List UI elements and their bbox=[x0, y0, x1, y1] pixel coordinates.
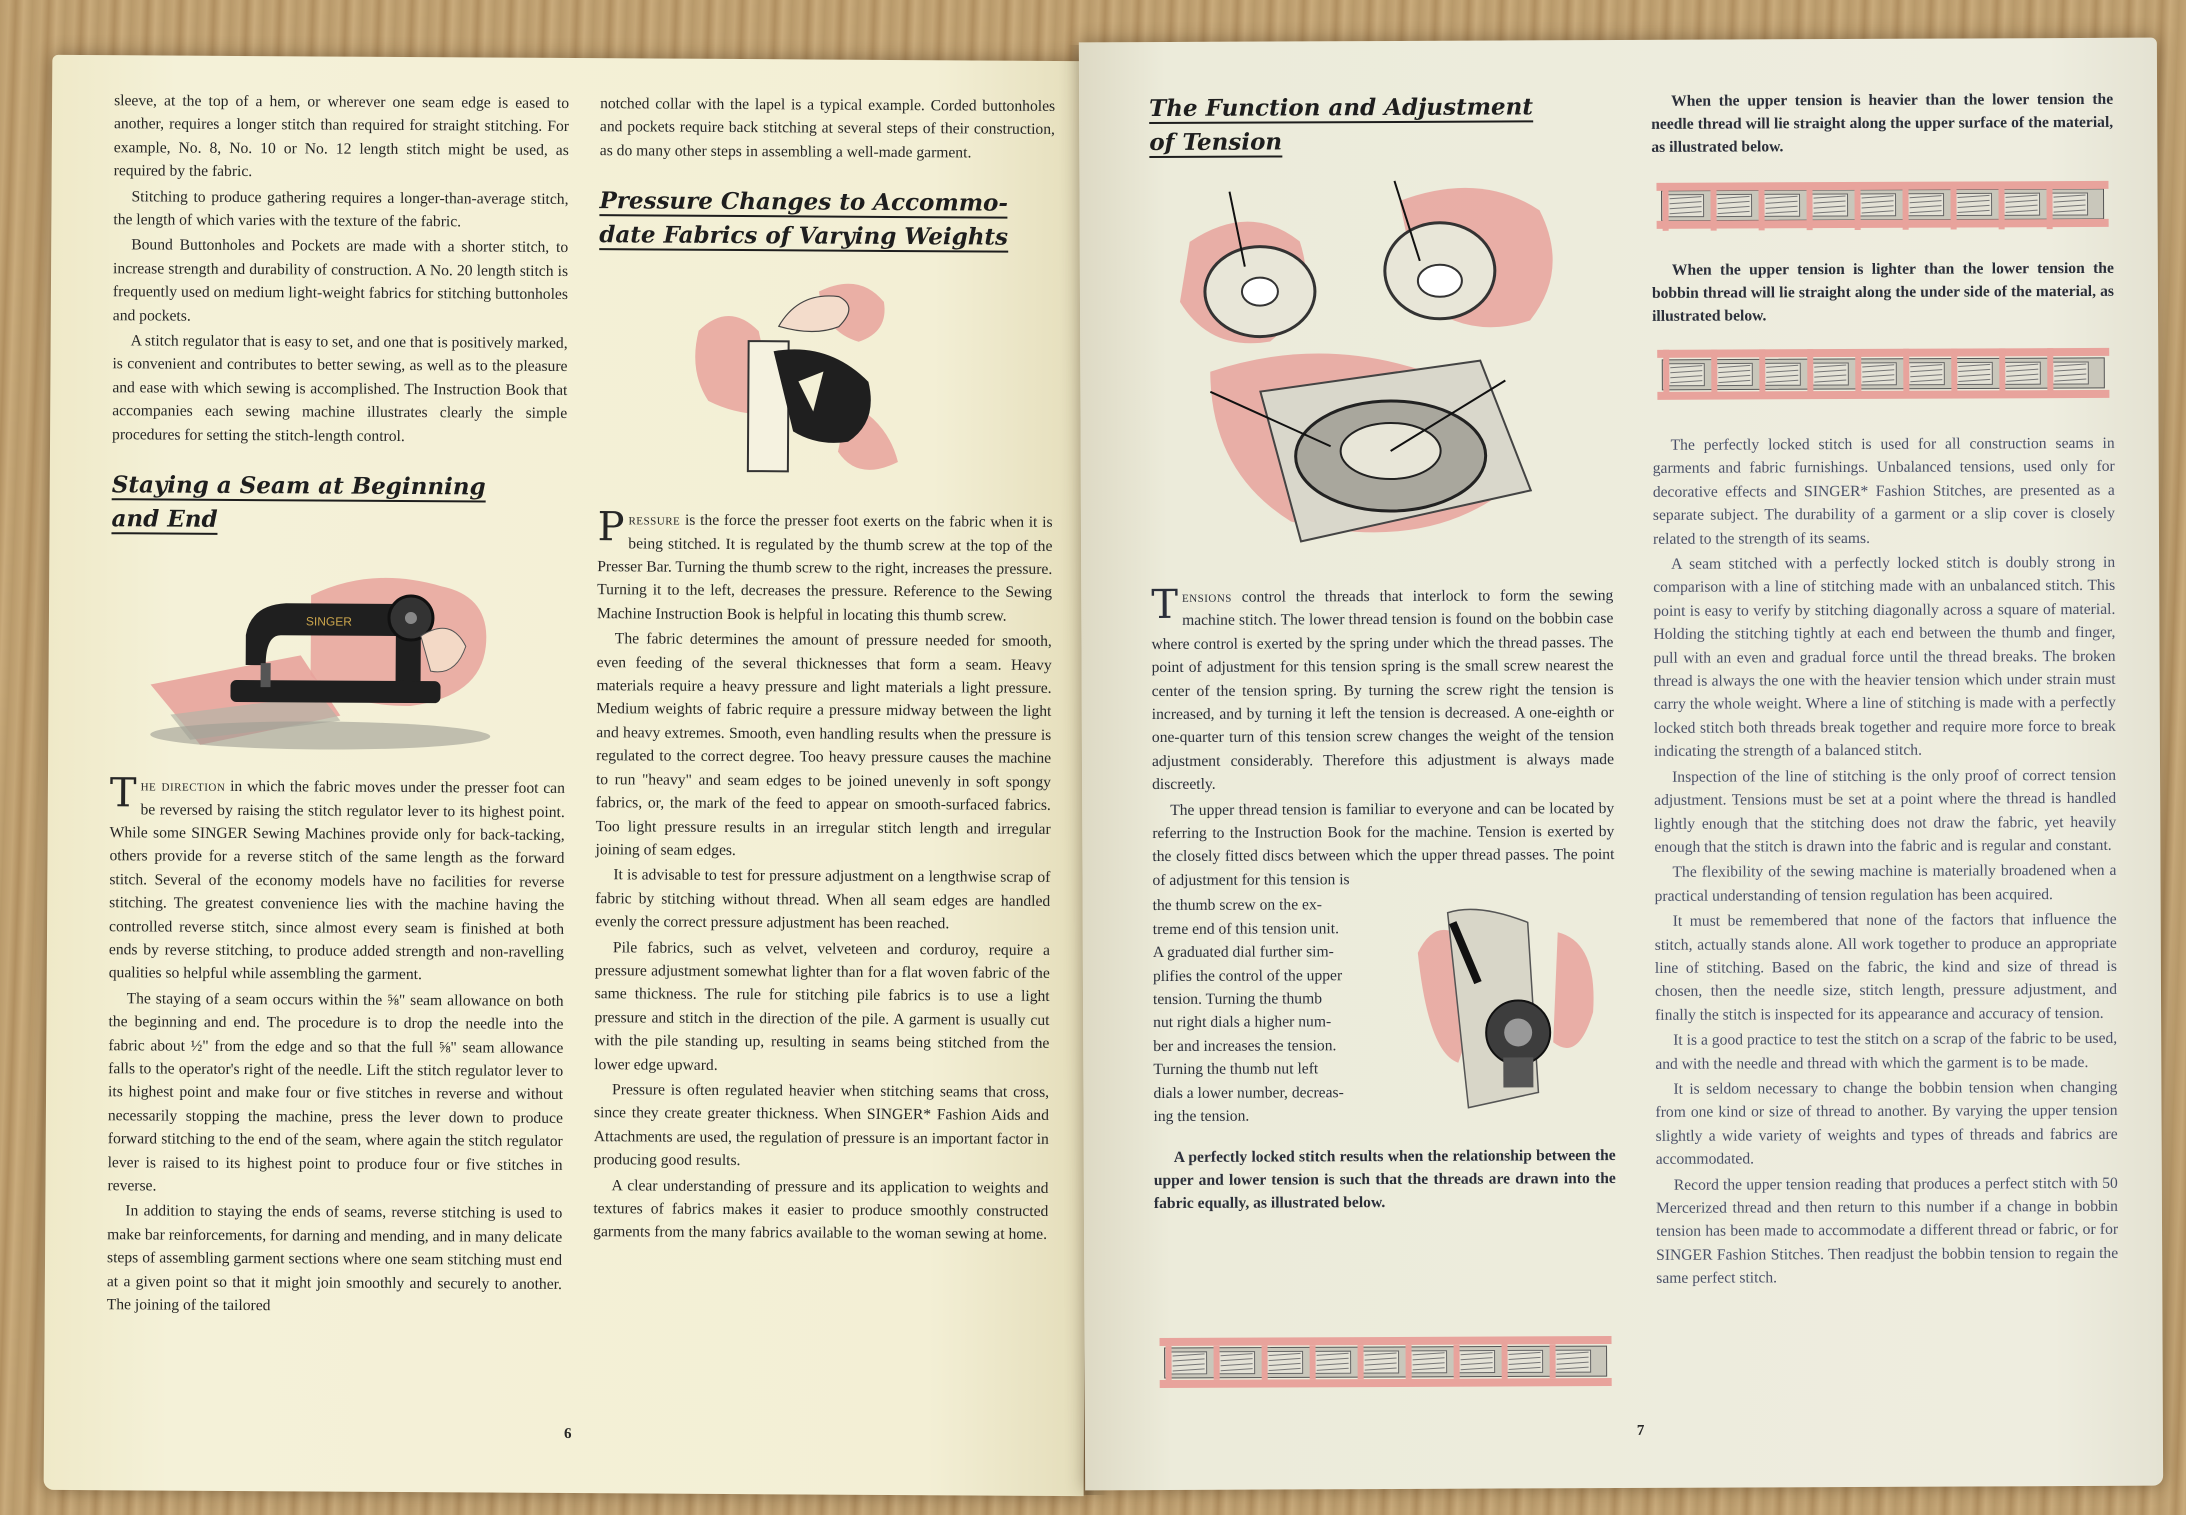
bobbin-case-icon bbox=[1149, 170, 1613, 572]
sewing-machine-icon bbox=[110, 554, 566, 757]
locked-stitch-caption: A perfectly locked stitch results when the relationship between the upper and lower tension is such that the threads are drawn into the fabric equally, as illustrated below. bbox=[1153, 1147, 1616, 1213]
lighter-tension-caption: When the upper tension is lighter than the lower tension the bobbin thread will lie straight along the under side of the material, as illustrated below. bbox=[1651, 259, 2114, 325]
text-line: dials a lower number, decreas- bbox=[1153, 1083, 1344, 1102]
col1-bottom-text bbox=[107, 987, 564, 1319]
left-page-column-1 bbox=[107, 89, 570, 1321]
heading-tension-line2: of Tension bbox=[1149, 128, 1283, 157]
text-line: treme end of this tension unit. bbox=[1152, 919, 1339, 938]
thumb-screw-text bbox=[1153, 893, 1394, 1128]
stitch-lighter-icon bbox=[1652, 342, 2114, 406]
presser-foot-icon bbox=[598, 270, 1054, 493]
left-page bbox=[44, 55, 1093, 1496]
paragraph: Stitching to produce gathering requires a longer-than-average stitch, the length of which varies with the texture of the fabric. bbox=[113, 187, 569, 231]
paragraph: A clear understanding of pressure and its application to weights and textures of fabrics makes it easier to produce smoothly constructed garments from the many fabrics available to the woman sewing at home. bbox=[593, 1176, 1049, 1244]
heading-staying-seam bbox=[111, 468, 566, 539]
text-line: plifies the control of the upper bbox=[1152, 966, 1343, 985]
paragraph: It is seldom necessary to change the bobbin tension when changing from one kind or size of thread to another. By varying the upper tension slightly a wide variety of weights and types of threads and fabrics are accommodated. bbox=[1655, 1078, 2118, 1169]
paragraph: The perfectly locked stitch is used for all construction seams in garments and fabric furnishings. Unbalanced tensions, used only for decorative effects and SINGER* Fashion Stitches, are presented as a separate subject. The durability of a garment or a slip cover is closely related to the strength of its seams. bbox=[1652, 434, 2115, 548]
stitch-strip-lighter bbox=[1652, 342, 2114, 414]
col2-body-text bbox=[593, 627, 1052, 1246]
stitch-heavier-icon bbox=[1651, 173, 2113, 237]
upper-thread bbox=[1656, 185, 2108, 187]
heavier-tension-caption: When the upper tension is heavier than the lower tension the needle thread will lie straight along the upper surface of the material, as illustrated below. bbox=[1651, 90, 2114, 156]
col2-top-paragraph: notched collar with the lapel is a typical example. Corded buttonholes and pockets require back stitching at several steps of their construction, as do many other steps in assembling a well-made garment. bbox=[599, 95, 1056, 162]
tension-bobbin-illustration bbox=[1149, 170, 1613, 572]
paragraph: A stitch regulator that is easy to set, and one that is positively marked, is convenient and contributes to better sewing, as well as to the pleasure and ease with which sewing is accomplished. The Instruction Book that accompanies each sewing machine illustrates clearly the simple procedures for setting the stitch-length control. bbox=[112, 332, 568, 445]
page-number-right: 7 bbox=[1636, 1422, 1645, 1439]
text-line: A graduated dial further sim- bbox=[1152, 943, 1334, 962]
heading-pressure-line2: date Fabrics of Varying Weights bbox=[599, 221, 1009, 251]
paragraph: Pressure is often regulated heavier when stitching seams that cross, since they create greater thickness. When SINGER* Fashion Aids and Attachments are used, the regulation of pressure is an important factor in producing good results. bbox=[593, 1081, 1050, 1170]
stitch-strip-locked bbox=[1154, 1330, 1616, 1394]
stitch-strip-heavier bbox=[1651, 173, 2113, 245]
paragraph: It must be remembered that none of the factors that influence the stitch, actually stands alone. All work together to produce an appropriate line of stitching. Based on the fabric, the kind and size of thread is chosen, then the needle size, stitch length, pressure adjustment, and finally the stitch is inspected for its appearance and accuracy of tension. bbox=[1654, 910, 2118, 1024]
tensions-smallcaps: ensions bbox=[1181, 588, 1232, 606]
direction-dropcap: T bbox=[109, 770, 137, 817]
paragraph: The staying of a seam occurs within the ⅝" seam allowance on both the beginning and end. The procedure is to drop the needle into the fabric about ½" from the edge and so that the full ⅝" seam allowance falls to the operator's right of the needle. Lift the stitch regulator lever to its highest point and make four or five stitches in reverse and without necessarily stopping the machine, press the lever down to produce forward stitching to the end of the seam, where again the stitch regulator lever is raised to its highest point to produce four or five stitches in reverse. bbox=[107, 990, 564, 1195]
direction-paragraph bbox=[108, 770, 565, 987]
paragraph: It is a good practice to test the stitch on a scrap of the fabric to be used, and with the needle and thread with which the garment is to be made. bbox=[1655, 1029, 2118, 1073]
stitch-locked-icon bbox=[1154, 1330, 1616, 1394]
text-line: nut right dials a higher num- bbox=[1153, 1013, 1332, 1032]
pressure-paragraph bbox=[596, 504, 1053, 628]
page-number-left: 6 bbox=[563, 1425, 572, 1443]
thumb-screw-block bbox=[1153, 892, 1616, 1134]
col1-top-text bbox=[112, 89, 569, 449]
right-col2-body-text bbox=[1653, 432, 2119, 1291]
tensions-dropcap: T bbox=[1151, 581, 1179, 629]
upper-tension-paragraph: The upper thread tension is familiar to everyone and can be located by referring to the Instruction Book for the machine. Tension is exerted by the closely fitted discs between which the upper thread passes. The point of adjustment for this tension is bbox=[1152, 799, 1615, 889]
heading-tension-line1: The Function and Adjustment bbox=[1149, 93, 1534, 123]
text-line: ber and increases the tension. bbox=[1153, 1036, 1337, 1055]
paragraph: Bound Buttonholes and Pockets are made with a shorter stitch, to increase strength and durability of construction. A No. 20 length stitch is frequently used on medium light-weight fabrics for stitching buttonholes and pockets. bbox=[112, 236, 569, 325]
tensions-rest: control the threads that interlock to form the sewing machine stitch. The lower thread tension is found on the bobbin case where control is exerted by the spring under which the thread passes. The point of adjustment for this tension spring is the small screw nearest the center of the tension spring. By turning the screw right the tension is increased, and by turning it left the tension is decreased. A one-eighth or one-quarter turn of this tension screw changes the weight of the tension adjustment considerably. Therefore this adjustment is always made discreetly. bbox=[1151, 587, 1615, 794]
paragraph: The flexibility of the sewing machine is materially broadened when a practical understanding of tension regulation has been acquired. bbox=[1654, 862, 2117, 905]
paragraph: Inspection of the line of stitching is the only proof of correct tension adjustment. Tensions must be set at a point where the thread is handled lightly enough that the stitching does not draw the fabric, yet heavily enough that the stitch is drawn into the fabric and is regular and constant. bbox=[1654, 766, 2117, 856]
tensions-paragraph bbox=[1151, 581, 1615, 797]
heading-pressure bbox=[599, 184, 1054, 255]
lower-thread bbox=[1657, 223, 2109, 225]
lower-thread bbox=[1657, 394, 2109, 396]
heading-staying-line2: and End bbox=[111, 505, 218, 533]
upper-thread bbox=[1657, 352, 2109, 354]
text-line: Turning the thumb nut left bbox=[1153, 1060, 1319, 1079]
text-line: the thumb screw on the ex- bbox=[1152, 896, 1322, 915]
paragraph: Record the upper tension reading that produces a perfect stitch with 50 Mercerized thread and then return to this number if a change in bobbin tension has been made to accommodate a different thread or fabric, or for SINGER Fashion Stitches. Then readjust the bobbin tension to regain the same perfect stitch. bbox=[1655, 1174, 2119, 1288]
paragraph: A seam stitched with a perfectly locked stitch is doubly strong in comparison with a line of stitching made with an unbalanced stitch. This point is easy to verify by stitching diagonally across a square of material. Holding the stitching tightly at each end between the thumb and finger, pull with an even and gradual force until the thread breaks. The broken thread is always the one with the heavier tension which under strain must carry the whole weight. Where a line of stitching is made with a perfectly locked stitch both threads break together and require more force to break indicating the strength of a balanced stitch. bbox=[1653, 553, 2116, 761]
paragraph: sleeve, at the top of a hem, or wherever one seam edge is eased to another, requires a longer stitch than required for straight stitching. For example, No. 8, No. 10 or No. 12 length stitch might be used, as required by the fabric. bbox=[113, 92, 570, 181]
tension-unit-icon bbox=[1408, 892, 1609, 1123]
sewing-machine-illustration bbox=[110, 554, 566, 757]
left-page-column-2 bbox=[593, 92, 1055, 1249]
text-line: ing the tension. bbox=[1153, 1107, 1250, 1125]
paragraph: In addition to staying the ends of seams, reverse stitching is used to make bar reinforcements, for darning and mending, and in many delicate steps of assembling garment sections where one seam stitching must end at a given point so that it might join smoothly and securely to another. The joining of the tailored bbox=[106, 1202, 563, 1315]
lower-thread bbox=[1160, 1382, 1612, 1384]
paragraph: The fabric determines the amount of pressure needed for smooth, even feeding of the several thicknesses that form a seam. Heavy materials require a heavy pressure and light materials a light pressure. Medium weights of fabric require a pressure midway between the light and heavy extremes. Smooth, even handling results when the pressure is regulated to the correct degree. Too heavy pressure causes the machine to run "heavy" and seam edges to be joined unevenly in soft spongy fabrics, or, the mark of the feed to appear on smooth-surfaced fabrics. Too light pressure results in an irregular stitch length and irregular joining of seam edges. bbox=[595, 630, 1052, 859]
pressure-smallcaps: ressure bbox=[628, 511, 681, 529]
pressure-rest: is the force the presser foot exerts on the fabric when it is being stitched. It is regulated by the thumb screw at the top of the Presser Bar. Turning the thumb screw to the right, increases the pressure. Turning it to the left, decreases the pressure. Reference to the Sewing Machine Instruction Book is helpful in locating this thumb screw. bbox=[596, 511, 1053, 625]
heading-staying-line1: Staying a Seam at Beginning bbox=[111, 471, 486, 501]
presser-foot-illustration bbox=[598, 270, 1054, 493]
upper-thread bbox=[1160, 1340, 1612, 1342]
paragraph: Pile fabrics, such as velvet, velveteen and corduroy, require a pressure adjustment somewhat lighter than for a flat woven fabric of the same thickness. The rule for stitching pile fabrics is to use a light pressure and stitch in the direction of the pile. A garment is usually cut with the pile standing up, resulting in seams being stitched from the lower edge upward. bbox=[594, 938, 1050, 1074]
right-page-column-1 bbox=[1149, 90, 1616, 1217]
right-page bbox=[1079, 38, 2163, 1491]
heading-tension bbox=[1149, 90, 1611, 160]
direction-rest: in which the fabric moves under the presser foot can be reversed by raising the stitch regulator lever to its highest point. While some SINGER Sewing Machines provide only for back-tacking, others provide for a reverse stitch of the same length as the forward stitch. Several of the economy models have no facilities for reverse stitching. The greatest convenience lies with the machine having the controlled reverse stitch, since almost every seam is finished at both ends by reverse stitching, to produce added strength and non-ravelling qualities so helpful while assembling the garment. bbox=[108, 778, 565, 984]
direction-smallcaps: he direction bbox=[140, 777, 226, 796]
pressure-dropcap: P bbox=[597, 504, 625, 551]
right-page-column-2 bbox=[1651, 88, 2118, 1293]
heading-pressure-line1: Pressure Changes to Accommo- bbox=[599, 187, 1009, 217]
text-line: tension. Turning the thumb bbox=[1152, 990, 1323, 1008]
paragraph: It is advisable to test for pressure adjustment on a lengthwise scrap of fabric by stitching without thread. When all seam edges are handled evenly the correct pressure adjustment has been reached. bbox=[595, 866, 1051, 933]
machine-brand-label: SINGER bbox=[305, 614, 352, 629]
